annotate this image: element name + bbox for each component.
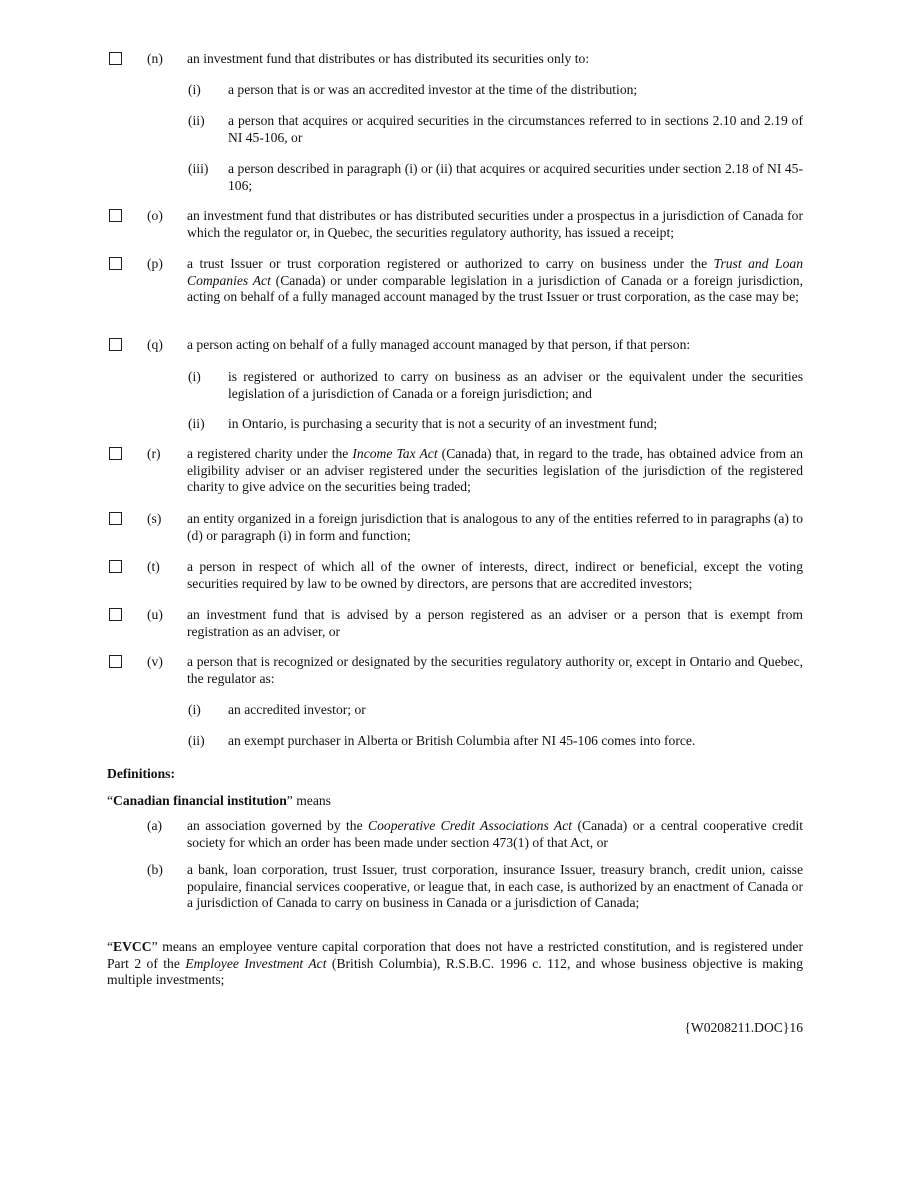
checkbox-v[interactable]	[109, 655, 122, 668]
item-label-r: (r)	[147, 446, 161, 461]
document-footer: {W0208211.DOC}16	[684, 1020, 803, 1035]
sub-label-v-ii: (ii)	[188, 733, 205, 748]
sub-text-q-ii: in Ontario, is purchasing a security that is not a security of an investment fund;	[228, 416, 658, 431]
definition-term-cfi: Canadian financial institution	[113, 793, 287, 808]
item-text-v: a person that is recognized or designated by the securities regulatory authority or, except in Ontario and Quebec, the regulator as:	[187, 654, 803, 686]
item-label-u: (u)	[147, 607, 163, 622]
checkbox-o[interactable]	[109, 209, 122, 222]
definition-cfi-b-label: (b)	[147, 862, 163, 877]
checkbox-t[interactable]	[109, 560, 122, 573]
item-text-n: an investment fund that distributes or has distributed its securities only to:	[187, 51, 590, 66]
item-label-p: (p)	[147, 256, 163, 271]
sub-label-q-ii: (ii)	[188, 416, 205, 431]
item-text-r-act: Income Tax Act	[352, 446, 438, 461]
definitions-heading: Definitions:	[107, 766, 175, 781]
sub-text-v-ii: an exempt purchaser in Alberta or British Columbia after NI 45-106 comes into force.	[228, 733, 696, 748]
item-text-u: an investment fund that is advised by a person registered as an adviser or a person that is exempt from registration as an adviser, or	[187, 607, 803, 639]
sub-text-n-i: a person that is or was an accredited investor at the time of the distribution;	[228, 82, 638, 97]
item-text-r-after: (Canada) that, in regard to the trade, has obtained advice from an eligibility adviser or an adviser registered under the securities legislation of the jurisdiction of the registered charity to give advice on the securities being traded;	[187, 446, 803, 494]
item-text-r	[187, 446, 803, 496]
item-label-n: (n)	[147, 51, 163, 66]
item-text-p-before: a trust Issuer or trust corporation registered or authorized to carry on business under the	[187, 256, 714, 271]
definition-cfi-intro: “Canadian financial institution” means	[107, 793, 331, 808]
sub-text-n-iii: a person described in paragraph (i) or (ii) that acquires or acquired securities under section 2.18 of NI 45-106;	[228, 161, 803, 193]
sub-label-n-ii: (ii)	[188, 113, 205, 128]
definition-cfi-b-text: a bank, loan corporation, trust Issuer, trust corporation, insurance Issuer, treasury branch, credit union, caisse populaire, financial services cooperative, or league that, in each case, is authorized by an enactment of Canada or a jurisdiction of Canada to carry on business in Canada or a jurisdiction of Canada;	[187, 862, 803, 910]
checkbox-s[interactable]	[109, 512, 122, 525]
checkbox-r[interactable]	[109, 447, 122, 460]
definition-evcc: “EVCC” means an employee venture capital corporation that does not have a restricted constitution, and is registered under Part 2 of the Employee Investment Act (British Columbia), R.S.B.C. 1996 c. 112, and whose business objective is making multiple investments;	[107, 939, 803, 987]
sub-label-q-i: (i)	[188, 369, 201, 384]
checkbox-n[interactable]	[109, 52, 122, 65]
definition-cfi-a-text: an association governed by the Cooperative Credit Associations Act (Canada) or a central cooperative credit society for which an order has been made under section 473(1) of that Act, or	[187, 818, 803, 850]
item-text-o: an investment fund that distributes or has distributed securities under a prospectus in a jurisdiction of Canada for which the regulator or, in Quebec, the securities regulatory authority, has issued a receipt;	[187, 208, 803, 240]
item-text-q: a person acting on behalf of a fully managed account managed by that person, if that person:	[187, 337, 691, 352]
sub-label-n-i: (i)	[188, 82, 201, 97]
item-text-p-after: (Canada) or under comparable legislation in a jurisdiction of Canada or a foreign jurisdiction, acting on behalf of a fully managed account managed by the trust Issuer or trust corporation, as the case may be;	[187, 272, 803, 304]
item-label-q: (q)	[147, 337, 163, 352]
item-text-p-act: Trust and Loan Companies Act	[187, 256, 803, 288]
item-label-o: (o)	[147, 208, 163, 223]
sub-label-n-iii: (iii)	[188, 161, 209, 176]
checkbox-p[interactable]	[109, 257, 122, 270]
item-text-s: an entity organized in a foreign jurisdiction that is analogous to any of the entities referred to in paragraphs (a) to (d) or paragraph (i) in form and function;	[187, 511, 803, 543]
item-label-v: (v)	[147, 654, 163, 669]
definition-cfi-a-label: (a)	[147, 818, 163, 833]
sub-text-n-ii: a person that acquires or acquired securities in the circumstances referred to in sections 2.10 and 2.19 of NI 45-106, or	[228, 113, 803, 145]
item-label-s: (s)	[147, 511, 162, 526]
sub-label-v-i: (i)	[188, 702, 201, 717]
sub-text-v-i: an accredited investor; or	[228, 702, 366, 717]
item-text-t: a person in respect of which all of the owner of interests, direct, indirect or beneficial, except the voting securities required by law to be owned by directors, are persons that are accredited investors;	[187, 559, 803, 591]
definition-term-evcc: EVCC	[113, 939, 152, 954]
checkbox-u[interactable]	[109, 608, 122, 621]
sub-text-q-i: is registered or authorized to carry on business as an adviser or the equivalent under the securities legislation of a jurisdiction of Canada or a foreign jurisdiction; and	[228, 369, 803, 401]
item-text-r-before: a registered charity under the	[187, 446, 353, 461]
item-text-p	[187, 256, 803, 306]
item-label-t: (t)	[147, 559, 160, 574]
checkbox-q[interactable]	[109, 338, 122, 351]
